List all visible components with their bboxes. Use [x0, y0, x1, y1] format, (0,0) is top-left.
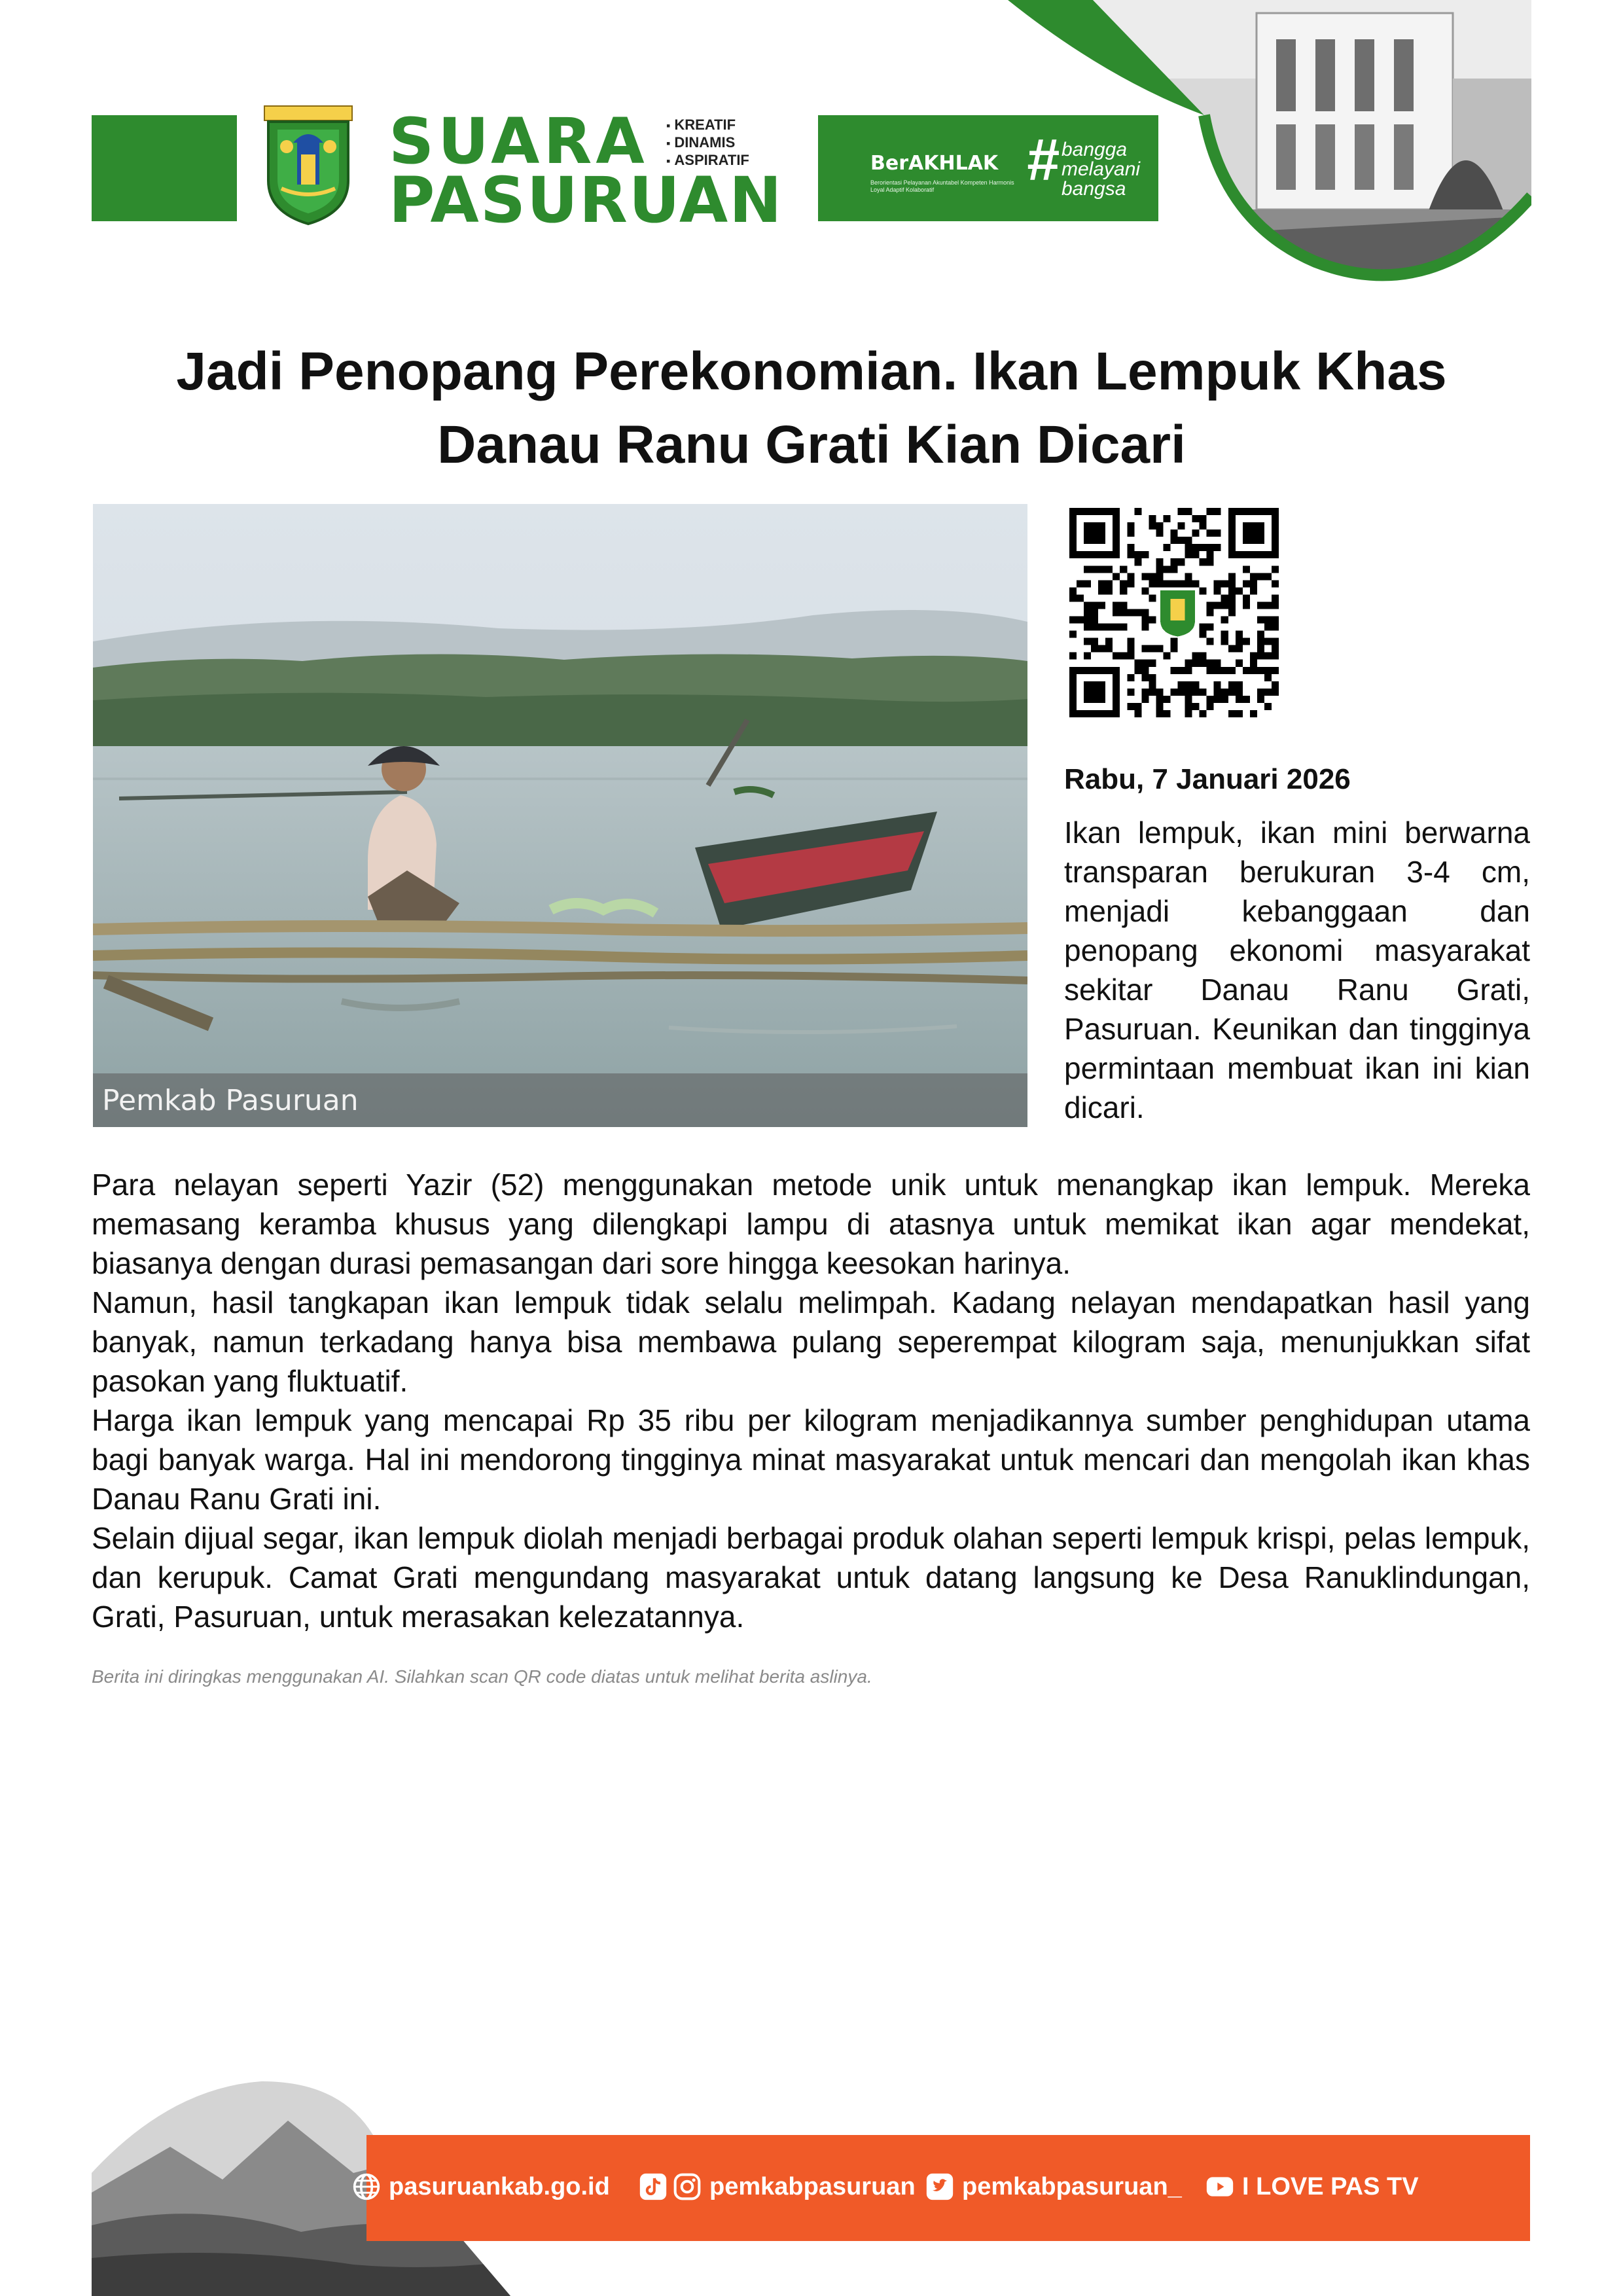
body-paragraph: Selain dijual segar, ikan lempuk diolah menjadi berbagai produk olahan seperti lempuk krispi, pelas lempuk, dan kerupuk. Camat Grati mengundang masyarakat untuk datang langsung ke Desa Ranuklindungan, Grati, Pasuruan, untuk merasakan kelezatannya. — [92, 1521, 1530, 1634]
article-title: Jadi Penopang Perekonomian. Ikan Lempuk Khas Danau Ranu Grati Kian Dicari — [176, 342, 1447, 475]
berakhlak-logo: BerAKHLAK — [870, 152, 999, 175]
article-date: Rabu, 7 Januari 2026 — [1064, 763, 1351, 795]
footer-youtube-text: I LOVE PAS TV — [1242, 2173, 1419, 2200]
brand-line-1: SUARA — [389, 105, 649, 178]
berakhlak-subtitle: Berorientasi Pelayanan Akuntabel Kompeten Harmonis Loyal Adaptif Kolaboratif — [870, 179, 1014, 193]
article-lead: Ikan lempuk, ikan mini berwarna transparan berukuran 3-4 cm, menjadi kebanggaan dan penopang ekonomi masyarakat sekitar Danau Ranu Grati, Pasuruan. Keunikan dan tingginya permintaan membuat ikan ini kian dicari. — [1064, 816, 1530, 1124]
bangga-melayani-hash-icon: # — [1026, 128, 1060, 193]
footer-social-text: pemkabpasuruan — [709, 2173, 916, 2200]
footer-social-link[interactable] — [639, 2170, 916, 2203]
photo-credit: Pemkab Pasuruan — [102, 1084, 359, 1117]
tagline-aspiratif: ▪ ASPIRATIF — [666, 152, 749, 170]
footer-twitter-link[interactable] — [925, 2170, 1182, 2203]
footer-twitter-text: pemkabpasuruan_ — [962, 2173, 1182, 2200]
footer-website-link[interactable] — [352, 2170, 610, 2203]
qr-code-icon[interactable] — [1069, 508, 1279, 717]
bangga-line-2: melayani — [1061, 158, 1141, 180]
brand-line-2: PASURUAN — [389, 164, 783, 237]
article-photo — [93, 504, 1027, 1127]
bangga-line-3: bangsa — [1061, 178, 1126, 200]
twitter-icon — [925, 2172, 954, 2201]
header-green-bar-left — [92, 115, 237, 221]
footer-website-text: pasuruankab.go.id — [389, 2173, 610, 2200]
globe-icon — [352, 2172, 381, 2201]
body-paragraph: Harga ikan lempuk yang mencapai Rp 35 ribu per kilogram menjadikannya sumber penghidupan utama bagi banyak warga. Hal ini mendorong tingginya minat masyarakat untuk mencari dan mengolah ikan khas Danau Ranu Grati ini. — [92, 1403, 1530, 1516]
bangga-melayani-bangsa-logo — [1061, 140, 1140, 199]
instagram-icon — [673, 2172, 702, 2201]
tiktok-icon — [639, 2172, 668, 2201]
footer-youtube-link[interactable] — [1205, 2170, 1419, 2203]
body-paragraph: Namun, hasil tangkapan ikan lempuk tidak selalu melimpah. Kadang nelayan mendapatkan hasil yang banyak, namun terkadang hanya bisa membawa pulang seperempat kilogram saja, menunjukkan sifat pasokan yang fluktuatif. — [92, 1285, 1530, 1398]
ai-disclaimer: Berita ini diringkas menggunakan AI. Silahkan scan QR code diatas untuk melihat berita aslinya. — [92, 1666, 872, 1687]
brand-taglines — [666, 117, 749, 170]
bangga-line-1: bangga — [1061, 139, 1128, 160]
article-body — [92, 1165, 1530, 1636]
tagline-dinamis: ▪ DINAMIS — [666, 134, 749, 152]
body-paragraph: Para nelayan seperti Yazir (52) menggunakan metode unik untuk menangkap ikan lempuk. Mereka memasang keramba khusus yang dilengkapi lampu di atasnya untuk memikat ikan agar mendekat, biasanya dengan durasi pemasangan dari sore hingga keesokan harinya. — [92, 1168, 1530, 1280]
youtube-icon — [1205, 2172, 1234, 2201]
tagline-kreatif: ▪ KREATIF — [666, 117, 749, 134]
pasuruan-emblem-icon — [259, 102, 357, 226]
